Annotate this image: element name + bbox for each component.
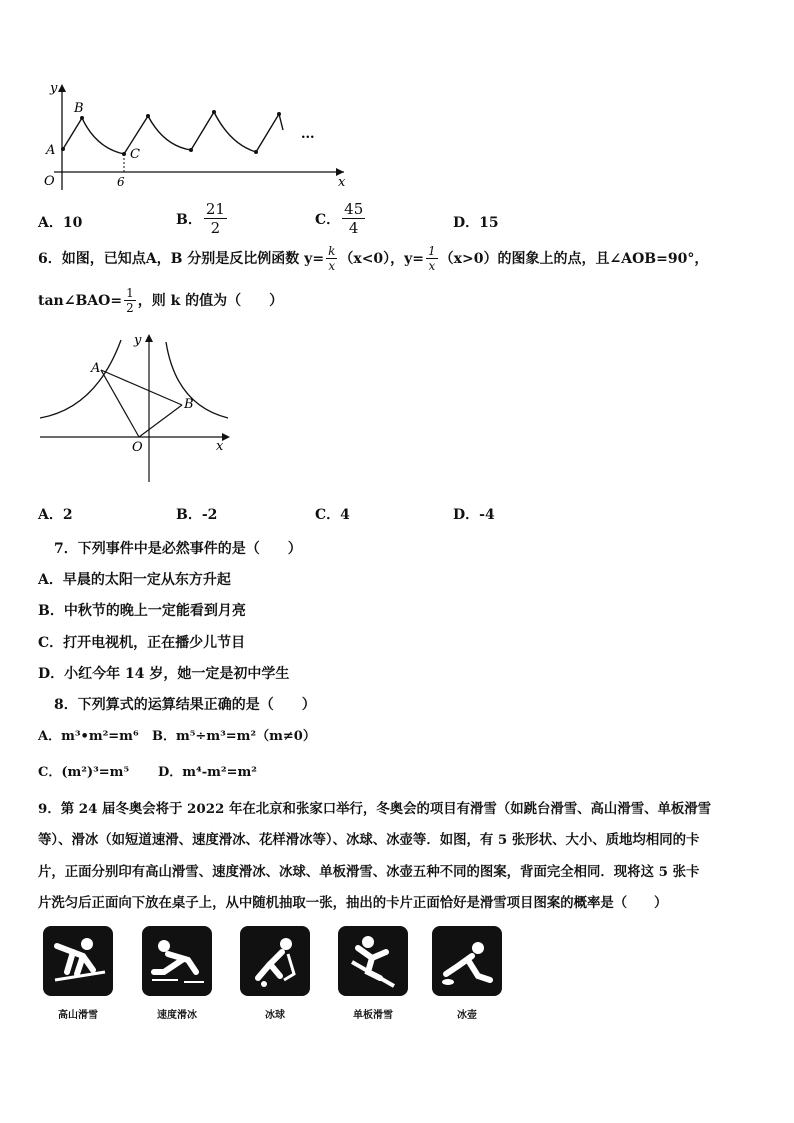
- card-curling: [432, 926, 502, 996]
- q6-frac-k-over-x: $\frac{k}{x}$: [328, 244, 336, 273]
- segment-ao: [101, 370, 139, 437]
- q8-option-a: A．m³•m²=m⁶: [38, 729, 139, 744]
- q6-frac-1-over-x: $\frac{1}{x}$: [428, 244, 436, 273]
- card-snowboarding: [338, 926, 408, 996]
- q6-option-c: C．4: [315, 507, 350, 523]
- q7-option-c: C．打开电视机，正在播少儿节目: [38, 635, 246, 651]
- origin-label: O: [132, 440, 143, 455]
- y-label: y: [134, 333, 142, 348]
- ellipsis: ...: [301, 127, 315, 142]
- y-axis-arrow: [58, 84, 66, 92]
- curling-icon: [432, 926, 502, 996]
- speed-skating-icon: [142, 926, 212, 996]
- point-c-label: C: [130, 147, 140, 162]
- q8-option-b: B．m⁵÷m³=m²（m≠0）: [152, 729, 316, 744]
- q9-line2: 等）、滑冰（如短道速滑、速度滑冰、花样滑冰等）、冰球、冰壶等．如图，有 5 张形状、大小、质地均相同的卡: [38, 832, 700, 848]
- q8-option-c: C．(m²)³=m⁵: [38, 765, 130, 780]
- card-label-speed-skating: 速度滑冰: [157, 1010, 197, 1021]
- q7-option-b: B．中秋节的晚上一定能看到月亮: [38, 603, 246, 619]
- point-b-label: B: [74, 101, 84, 116]
- y-label: y: [50, 81, 58, 96]
- q6-option-a: A．2: [38, 507, 73, 523]
- q5-option-b: [176, 200, 229, 237]
- hyperbola-graph: [36, 330, 236, 485]
- x-label: x: [216, 439, 224, 454]
- card-alpine-skiing: [43, 926, 113, 996]
- card-ice-hockey: [240, 926, 310, 996]
- q9-line4: 片洗匀后正面向下放在桌子上，从中随机抽取一张，抽出的卡片正面恰好是滑雪项目图案的概率是（ ）: [38, 895, 668, 911]
- card-speed-skating: [142, 926, 212, 996]
- segment-ab: [101, 370, 182, 405]
- q9-line3: 片，正面分别印有高山滑雪、速度滑冰、冰球、单板滑雪、冰壶五种不同的图案，背面完全相同．现将这 5 张卡: [38, 864, 700, 880]
- q5-option-b-prefix: B．: [176, 211, 202, 228]
- card-label-alpine-skiing: 高山滑雪: [58, 1010, 98, 1021]
- card-label-curling: 冰壶: [457, 1010, 477, 1021]
- segment-ob: [139, 405, 182, 437]
- periodic-graph: [36, 78, 356, 190]
- point-a-label: A: [91, 361, 101, 376]
- right-hyperbola: [166, 342, 228, 418]
- q8-option-d: D．m⁴-m²=m²: [158, 765, 257, 780]
- q6-question-line2: tan∠BAO= $\frac{1}{2}$ ，则 k 的值为（ ）: [38, 286, 284, 315]
- q8-question: 8．下列算式的运算结果正确的是（ ）: [54, 697, 316, 713]
- tick-6-label: 6: [117, 175, 125, 189]
- point-b-label: B: [184, 397, 194, 412]
- q6-option-b: B．-2: [176, 507, 218, 523]
- q6-question-line1: 6．如图，已知点A，B 分别是反比例函数 y= $\frac{k}{x}$ （x<0），y= $\frac{1}{x}$ （x>0）的图象上的点，且∠AOB=90°，: [38, 244, 709, 273]
- q5-option-c-fraction: $\frac{45}{4}$: [344, 200, 364, 237]
- q5-option-d: D．15: [453, 215, 499, 231]
- x-label: x: [338, 175, 346, 190]
- q5-option-c-prefix: C．: [315, 211, 341, 228]
- q5-option-c: [315, 200, 367, 237]
- q7-option-a: A．早晨的太阳一定从东方升起: [38, 572, 231, 588]
- card-label-ice-hockey: 冰球: [265, 1010, 285, 1021]
- point-a-dot: [61, 147, 65, 151]
- origin-label: O: [44, 174, 55, 189]
- ice-hockey-icon: [240, 926, 310, 996]
- left-hyperbola: [40, 340, 121, 418]
- q5-option-b-fraction: $\frac{21}{2}$: [205, 200, 225, 237]
- alpine-skiing-icon: [43, 926, 113, 996]
- snowboarding-icon: [338, 926, 408, 996]
- q7-option-d: D．小红今年 14 岁，她一定是初中学生: [38, 666, 290, 682]
- point-c-dot: [122, 152, 126, 156]
- point-b-dot: [80, 116, 84, 120]
- card-label-snowboarding: 单板滑雪: [353, 1010, 393, 1021]
- point-a-label: A: [46, 143, 56, 158]
- q5-option-a: A．10: [38, 215, 83, 231]
- q9-line1: 9．第 24 届冬奥会将于 2022 年在北京和张家口举行，冬奥会的项目有滑雪（如跳台滑雪、高山滑雪、单板滑雪: [38, 801, 712, 817]
- curve: [63, 112, 283, 154]
- q7-question: 7．下列事件中是必然事件的是（ ）: [54, 541, 302, 557]
- q6-option-d: D．-4: [453, 507, 495, 523]
- q6-tan-fraction: $\frac{1}{2}$: [126, 286, 134, 315]
